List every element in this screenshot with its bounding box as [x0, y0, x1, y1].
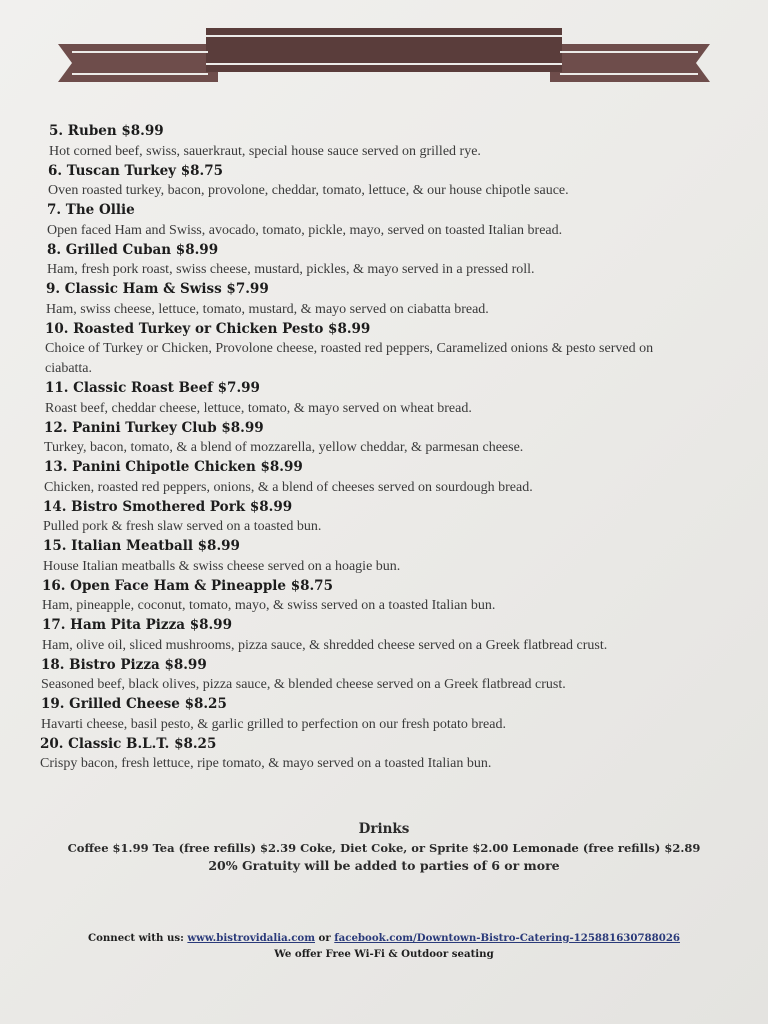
connect-label: Connect with us:: [87, 932, 184, 944]
menu-item-classic-roast-beef: [0, 379, 768, 419]
menu-item-description: Seasoned beef, black olives, pizza sauce, & blended cheese served on a Greek flatbread crust.: [41, 677, 566, 692]
menu-item-title: 11. Classic Roast Beef $7.99: [45, 380, 260, 396]
menu-item-description: Turkey, bacon, tomato, & a blend of mozzarella, yellow cheddar, & parmesan cheese.: [44, 440, 524, 455]
menu-item-title: 14. Bistro Smothered Pork $8.99: [43, 498, 293, 515]
menu-item-title: 12. Panini Turkey Club $8.99: [44, 419, 264, 436]
menu-item-title: 10. Roasted Turkey or Chicken Pesto $8.99: [45, 320, 371, 337]
menu-item-grilled-cheese: [0, 695, 768, 735]
menu-item-title: 17. Ham Pita Pizza $8.99: [42, 617, 232, 633]
menu-item-description: Hot corned beef, swiss, sauerkraut, special house sauce served on grilled rye.: [49, 143, 481, 159]
menu-item-description: Havarti cheese, basil pesto, & garlic grilled to perfection on our fresh potato bread.: [41, 716, 506, 732]
menu-item-bistro-smothered-pork: [0, 498, 768, 538]
menu-item-classic-blt: [0, 735, 768, 775]
menu-item-description: Pulled pork & fresh slaw served on a toasted bun.: [43, 519, 322, 534]
connect-row: [0, 930, 768, 946]
drinks-prices: Coffee $1.99 Tea (free refills) $2.39 Coke, Diet Coke, or Sprite $2.00 Lemonade (free refills) $2.89: [67, 841, 701, 855]
menu-item-description: Ham, fresh pork roast, swiss cheese, mustard, pickles, & mayo served in a pressed roll.: [47, 262, 535, 277]
menu-item-title: 15. Italian Meatball $8.99: [43, 538, 240, 554]
menu-item-description: Chicken, roasted red peppers, onions, & a blend of cheeses served on sourdough bread.: [44, 479, 533, 495]
menu-item-the-ollie: [0, 201, 768, 241]
menu-item-description: Crispy bacon, fresh lettuce, ripe tomato, & mayo served on a toasted Italian bun.: [40, 756, 492, 771]
menu-item-description: House Italian meatballs & swiss cheese served on a hoagie bun.: [43, 558, 401, 574]
menu-item-tuscan-turkey: [0, 162, 768, 202]
gratuity-notice: 20% Gratuity will be added to parties of 6 or more: [208, 858, 560, 873]
website-link[interactable]: www.bistrovidalia.com: [187, 932, 315, 944]
menu-item-title: 8. Grilled Cuban $8.99: [47, 241, 219, 258]
menu-item-panini-chipotle-chicken: [0, 458, 768, 498]
menu-item-italian-meatball: [0, 537, 768, 577]
menu-item-description: Oven roasted turkey, bacon, provolone, cheddar, tomato, lettuce, & our house chipotle sauce.: [48, 183, 569, 198]
drinks-section: [0, 819, 768, 875]
facebook-link[interactable]: facebook.com/Downtown-Bistro-Catering-125881630788026: [334, 932, 680, 944]
menu-item-open-face-ham-pineapple: [0, 577, 768, 617]
menu-item-description: Ham, swiss cheese, lettuce, tomato, mustard, & mayo served on ciabatta bread.: [46, 301, 489, 317]
menu-item-title: 16. Open Face Ham & Pineapple $8.75: [42, 577, 333, 594]
menu-item-classic-ham-swiss: [0, 280, 768, 320]
menu-item-title: 13. Panini Chipotle Chicken $8.99: [44, 459, 303, 475]
menu-item-title: 18. Bistro Pizza $8.99: [41, 656, 207, 673]
ribbon-left-tail: [58, 44, 218, 82]
menu-item-description: Roast beef, cheddar cheese, lettuce, tomato, & mayo served on wheat bread.: [45, 400, 472, 416]
menu-item-title: 9. Classic Ham & Swiss $7.99: [46, 281, 269, 297]
menu-item-title: 20. Classic B.L.T. $8.25: [40, 735, 217, 752]
menu-item-description: Ham, pineapple, coconut, tomato, mayo, & swiss served on a toasted Italian bun.: [42, 598, 496, 613]
menu-item-ham-pita-pizza: [0, 616, 768, 656]
menu-item-title: 6. Tuscan Turkey $8.75: [48, 162, 223, 179]
menu-item-title: 5. Ruben $8.99: [49, 123, 164, 139]
drinks-heading: Drinks: [358, 821, 410, 837]
menu-item-description: Open faced Ham and Swiss, avocado, tomato, pickle, mayo, served on toasted Italian bread.: [47, 222, 563, 238]
header-ribbon-banner: [58, 26, 710, 90]
ribbon-center: [206, 28, 562, 72]
or-text: or: [318, 932, 331, 944]
menu-item-turkey-chicken-pesto: [0, 320, 695, 380]
menu-item-bistro-pizza: [0, 656, 768, 696]
footer-connect: [0, 930, 768, 962]
menu-item-title: 7. The Ollie: [47, 202, 135, 218]
menu-item-description: Choice of Turkey or Chicken, Provolone cheese, roasted red peppers, Caramelized onions & pesto served on ciabatta.: [45, 341, 654, 376]
ribbon-right-tail: [550, 44, 710, 82]
menu-item-panini-turkey-club: [0, 419, 768, 459]
menu-item-ruben: [0, 122, 768, 162]
menu-list: [0, 122, 768, 774]
menu-item-description: Ham, olive oil, sliced mushrooms, pizza sauce, & shredded cheese served on a Greek flatbread crust.: [42, 637, 608, 653]
wifi-notice: We offer Free Wi-Fi & Outdoor seating: [274, 948, 494, 960]
menu-item-title: 19. Grilled Cheese $8.25: [41, 696, 227, 712]
menu-item-grilled-cuban: [0, 241, 768, 281]
